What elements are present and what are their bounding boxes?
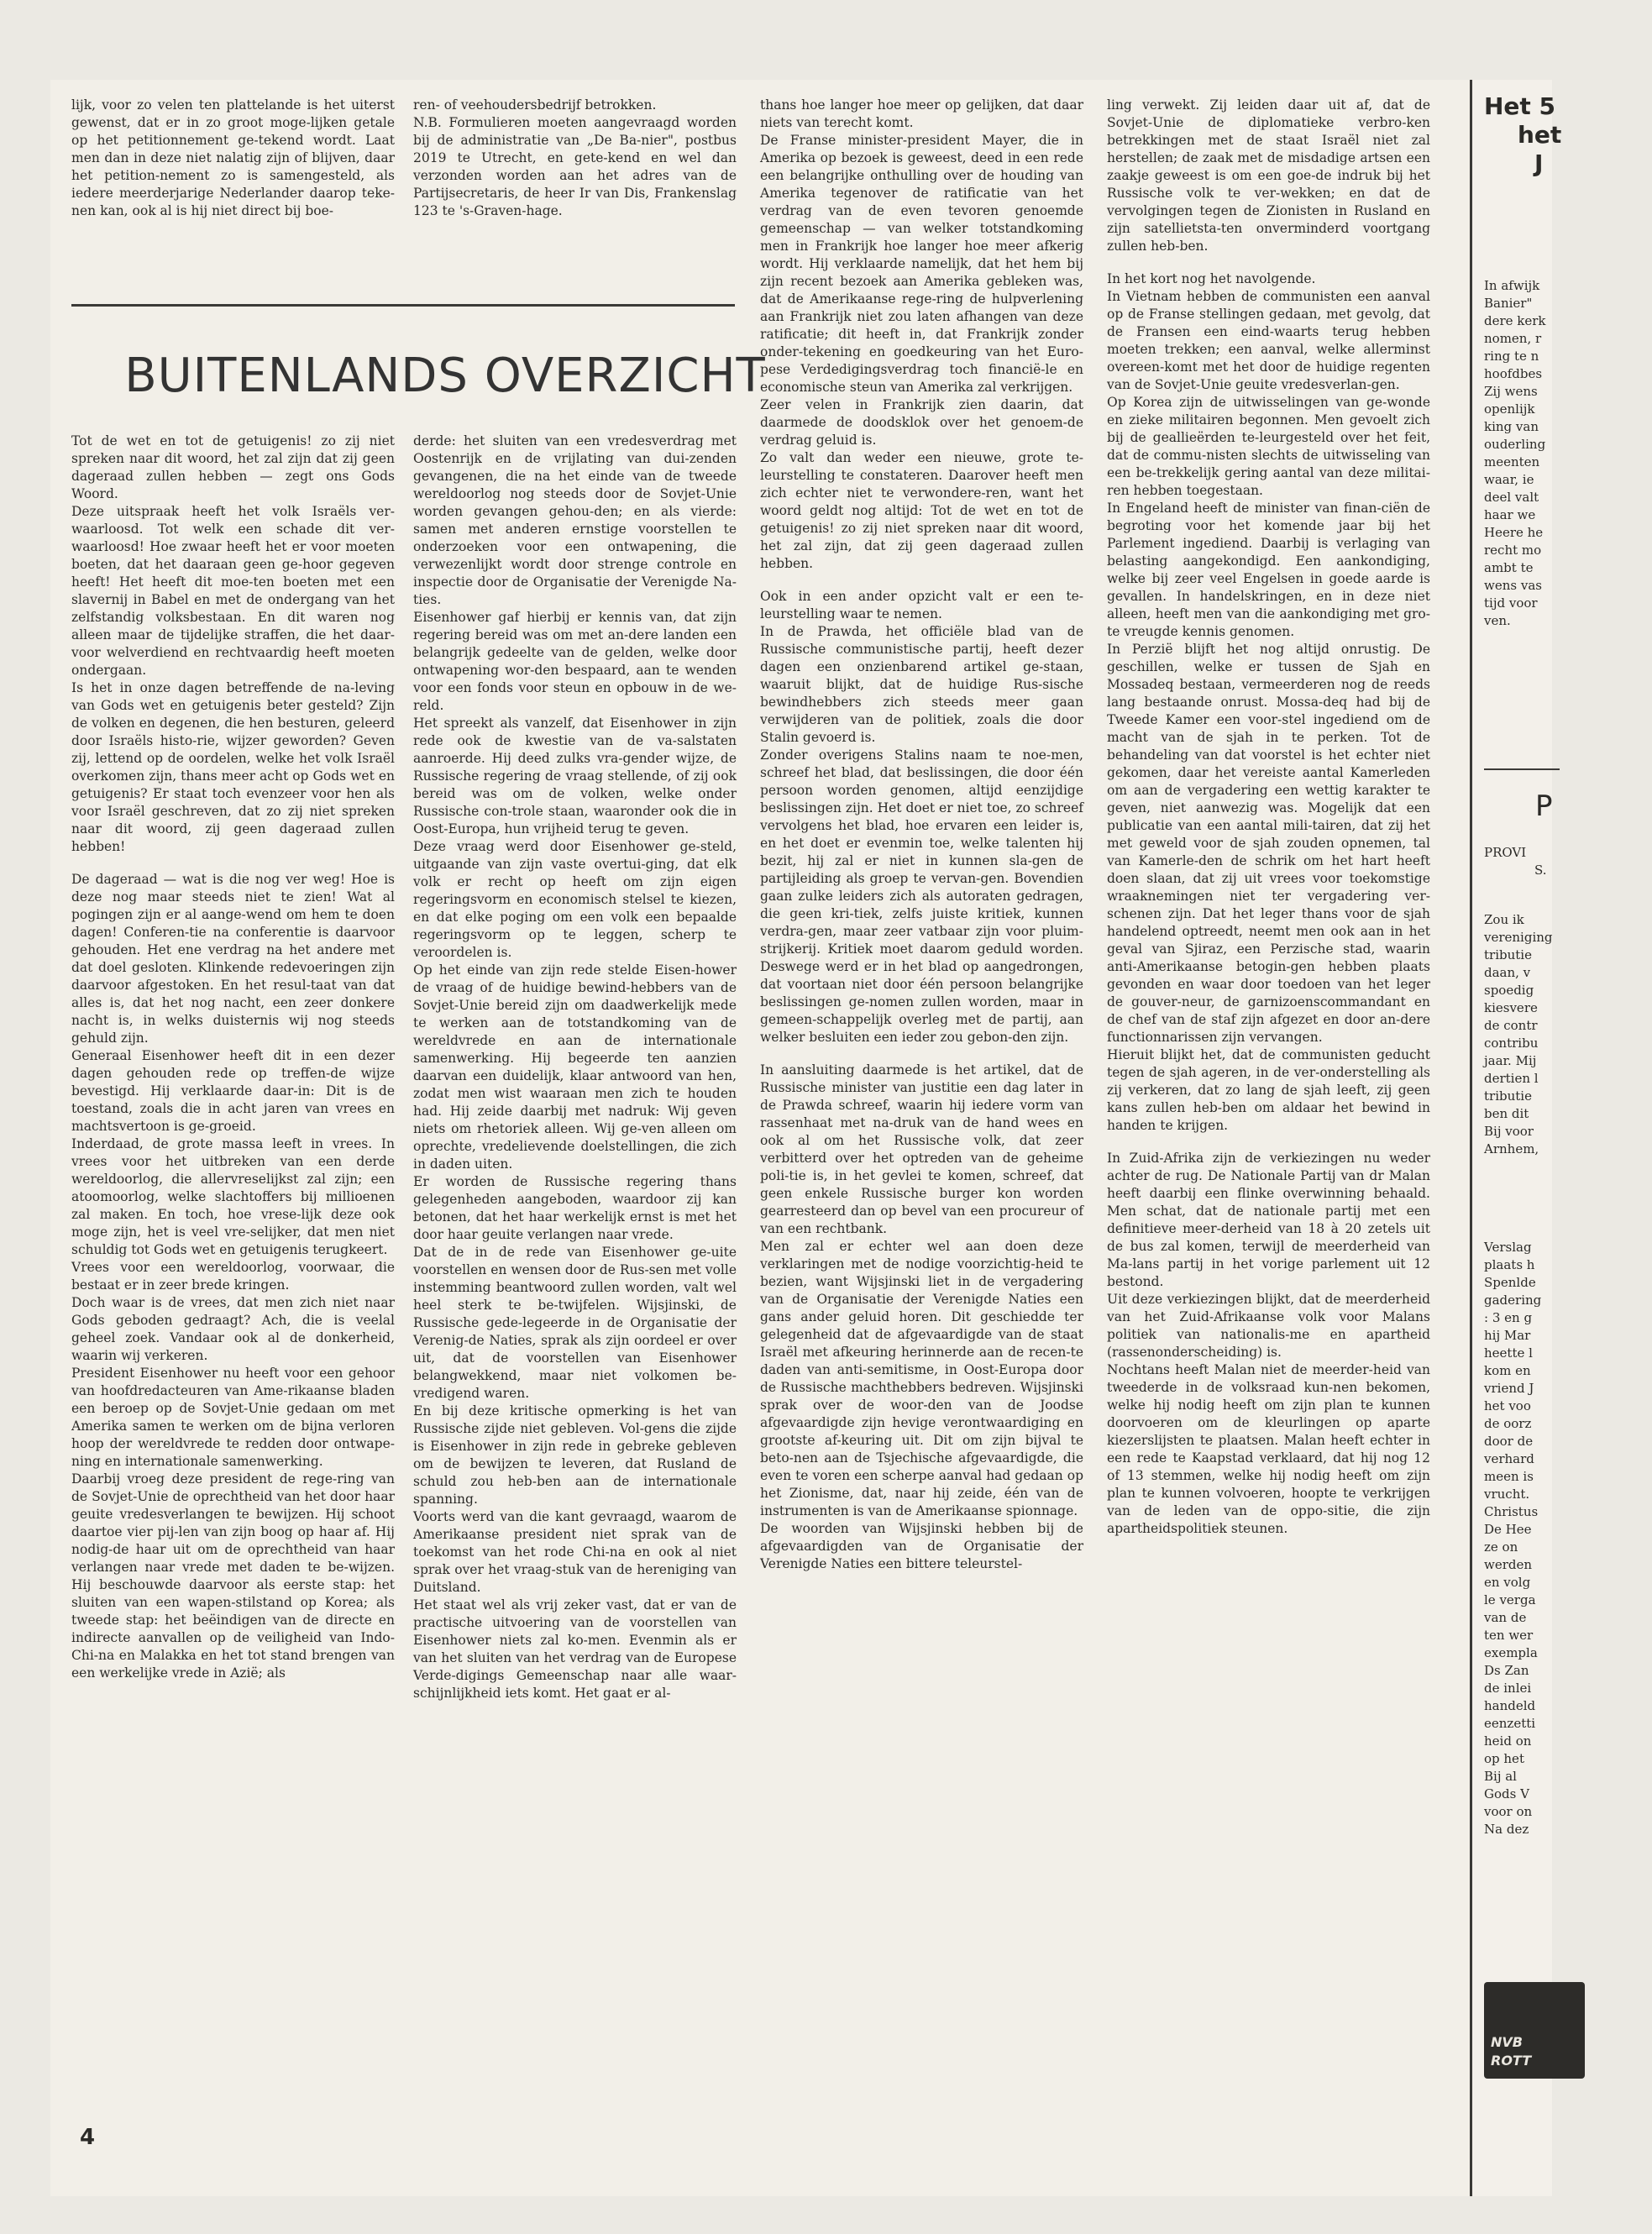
text-line: De Hee [1484,1522,1532,1537]
paragraph: Het spreekt als vanzelf, dat Eisenhower in zijn rede ook de kwestie van de va-salstaten aanroerde. Hij deed zulks vra-gender wijze, de Russische regering de vraag stellende, of zij ook bereid was om de volken, welke onder Russische con-trole staan, waaronder ook die in Oost-Europa, hun vrijheid terug te geven. [413,716,737,836]
text-line: dertien l [1484,1071,1539,1086]
top-left-column [71,97,395,220]
paragraph: Zo valt dan weder een nieuwe, grote te-leurstelling te constateren. Daarover heeft men zich echter niet te verwondere-ren, want het woord geldt nog altijd: Tot de wet en tot de getuigenis! zo zij niet spreken naar dit woord, het zal zijn, dat zij geen dageraad zullen hebben. [760,450,1083,571]
text-line: Ds Zan [1484,1663,1529,1678]
text-line: waar, ie [1484,472,1534,487]
text-line: Zij wens [1484,384,1538,399]
text-line: : 3 en g [1484,1310,1533,1325]
text-line: meenten [1484,454,1540,469]
text-line: PROVI [1484,845,1527,860]
logo-text: ROTT [1491,2053,1532,2069]
text-line: Bij al [1484,1769,1517,1784]
text-line: verhard [1484,1451,1534,1466]
text-line: Zou ik [1484,912,1524,927]
text-line: gadering [1484,1293,1542,1308]
text-line: door de [1484,1434,1534,1449]
facing-page-title [1484,92,1652,178]
paragraph: Eisenhower gaf hierbij er kennis van, dat zijn regering bereid was om met an-dere landen een belangrijk gedeelte van de gelden, welke door ontwapening wor-den bespaard, aan te wenden voor een fonds voor steun en opbouw in de we-reld. [413,610,737,713]
text-line: wens vas [1484,578,1542,593]
text-line: vereniging [1484,930,1553,945]
text-line: kom en [1484,1363,1531,1378]
paragraph: lijk, voor zo velen ten plattelande is het uiterst gewenst, dat er in zo groot moge-lijken getale op het petitionnement ge-tekend wordt. Laat men dan in deze niet nalatig zijn of blijven, daar het petition-nement zo is samengesteld, als iedere meerderjarige Nederlander daarop teke-nen kan, ook al is hij niet direct bij boe- [71,97,395,218]
text-line: ven. [1484,613,1511,628]
paragraph: ling verwekt. Zij leiden daar uit af, dat de Sovjet-Unie de diplomatieke verbro-ken betrekkingen met de staat Israël niet zal herstellen; de zaak met de misdadige artsen een zaakje geweest is om een goe-de indruk bij het Russische volk te ver-wekken; en dat de vervolgingen tegen de Zionisten in Rusland en zijn satellietsta-ten onverminderd voortgang zullen heb-ben. [1107,97,1430,254]
paragraph: Er worden de Russische regering thans gelegenheden aangeboden, waardoor zij kan betonen, dat het haar werkelijk ernst is met het door haar geuite verlangen naar vrede. [413,1174,737,1242]
paragraph: Is het in onze dagen betreffende de na-leving van Gods wet en getuigenis beter gesteld? Zijn de volken en degenen, die hen besturen, geleerd door Israëls histo-rie, wijzer geworden? Geven zij, lettend op de oordelen, welke het volk Israël overkomen zijn, thans meer acht op Gods wet en getuigenis? Er staat toch evenzeer voor hen als voor Israël geschreven, dat zo zij niet spreken naar dit woord, zij geen dageraad zullen hebben! [71,680,395,854]
title-line: Het 5 [1484,92,1556,120]
text-line: hoofdbes [1484,366,1543,381]
page-number: 4 [80,2125,96,2150]
paragraph: In de Prawda, het officiële blad van de Russische communistische partij, heeft dezer dagen een onzienbarend artikel ge-staan, waaruit blijkt, dat de huidige Rus-sische bewindhebbers zich steeds meer gaan verwijderen van de politiek, zoals die door Stalin gevoerd is. [760,624,1083,745]
text-line: heid on [1484,1733,1532,1749]
facing-column-bottom [1484,1239,1541,1838]
text-line: tijd voor [1484,595,1538,611]
text-line: het voo [1484,1398,1531,1413]
text-line: eenzetti [1484,1716,1536,1731]
article-column-2 [413,433,737,1702]
paragraph: Deze uitspraak heeft het volk Israëls ver-waarloosd. Tot welk een schade dit ver-waarloosd! Hoe zwaar heeft het er voor moeten boeten, dat het daaraan geen ge-hoor gegeven heeft! Het heeft dit moe-ten boeten met een slavernij in Babel en met de ondergang van het zelfstandig volksbestaan. En dit waren nog alleen maar de tijdelijke straffen, die het daar-voor welverdiend en rechtvaardig heeft moeten ondergaan. [71,504,395,678]
facing-divider [1484,768,1560,770]
text-line: openlijk [1484,401,1535,417]
text-line: Spenlde [1484,1275,1536,1290]
article-column-1 [71,433,395,1682]
text-line: meen is [1484,1469,1534,1484]
text-line: plaats h [1484,1257,1535,1272]
text-line: de contr [1484,1018,1538,1033]
text-line: exempla [1484,1645,1538,1660]
text-line: hij Mar [1484,1328,1531,1343]
paragraph: President Eisenhower nu heeft voor een gehoor van hoofdredacteuren van Ame-rikaanse bladen een beroep op de Sovjet-Unie gedaan om met Amerika samen te werken om de bijna verloren hoop der wereldvrede te redden door ontwape-ning en internationale samenwerking. [71,1366,395,1469]
text-line: king van [1484,419,1539,434]
text-line: voor on [1484,1804,1533,1819]
text-line: vriend J [1484,1381,1534,1396]
text-line: dere kerk [1484,313,1546,328]
text-line: ring te n [1484,349,1539,364]
paragraph: Zonder overigens Stalins naam te noe-men, schreef het blad, dat beslissingen, die door één persoon worden genomen, altijd eenzijdige beslissingen zijn. Het doet er niet toe, zo schreef vervolgens het blad, hoe ervaren een leider is, en het doet er evenmin toe, welke talenten hij bezit, hij zal er niet in kunnen sla-gen de partijleiding als groep te vervan-gen. Bovendien gaan zulke leiders zich als autoraten gedragen, die geen kri-tiek, zelfs juiste kritiek, kunnen verdra-gen, maar zeer vatbaar zijn voor pluim-strijkerij. Kritiek moet daarom geduld worden. Deswege werd er in het blad op aangedrongen, dat voortaan niet door één persoon belangrijke beslissingen ge-nomen zullen worden, maar in gemeen-schappelijk overleg met de partij, aan welker besluiten een ieder zou gebon-den zijn. [760,747,1083,1045]
section-headline: BUITENLANDS OVERZICHT [124,349,766,403]
paragraph: Dat de in de rede van Eisenhower ge-uite voorstellen en wensen door de Rus-sen met volle instemming beantwoord zullen worden, valt wel heel sterk te be-twijfelen. Wijsjinski, de Russische gede-legeerde in de Organisatie der Verenig-de Naties, sprak als zijn oordeel er over uit, dat de voorstellen van Eisenhower belangwekkend, maar niet volkomen be-vredigend waren. [413,1245,737,1401]
text-line: de oorz [1484,1416,1532,1431]
text-line: Heere he [1484,525,1544,540]
paragraph: Doch waar is de vrees, dat men zich niet naar Gods geboden gedraagt? Ach, die is veelal geheel zoek. Vandaar ook al de donkerheid, waarin wij verkeren. [71,1295,395,1363]
text-line: vrucht. [1484,1487,1530,1502]
paragraph: In aansluiting daarmede is het artikel, dat de Russische minister van justitie een dag later in de Prawda schreef, waarin hij iedere vorm van rassenhaat met na-druk van de hand wees en ook al om het Russische volk, dat zeer verbitterd over het optreden van de geheime poli-tie is, in het gevlei te komen, schreef, dat geen enkele Russische burger kon worden gearresteerd dan op bevel van een procureur of van een rechtbank. [760,1062,1083,1236]
paragraph: Vrees voor een wereldoorlog, voorwaar, die bestaat er in zeer brede kringen. [71,1260,395,1293]
paragraph: Generaal Eisenhower heeft dit in een dezer dagen gehouden rede op treffen-de wijze bevestigd. Hij verklaarde daar-in: Dit is de toestand, zoals die in acht jaren van vrees en machtsvertoon is ge-groeid. [71,1048,395,1134]
text-line: ambt te [1484,560,1534,575]
paragraph: Op Korea zijn de uitwisselingen van ge-wonde en zieke militairen begonnen. Men gevoelt zich bij de geallieërden te-leurgesteld over het feit, dat de commu-nisten slechts de uitwisseling van een be-trekkelijk gering aantal van deze militai-ren hebben toegestaan. [1107,395,1430,498]
text-line: contribu [1484,1036,1539,1051]
text-line: ze on [1484,1539,1518,1555]
paragraph: Inderdaad, de grote massa leeft in vrees. In vrees voor het uitbreken van een derde wereldoorlog, die allervreselijkst zal zijn; een atoomoorlog, welke slachtoffers bij millioenen zal maken. En toch, hoe vrese-lijk deze ook moge zijn, het is veel vre-selijker, dat men niet schuldig tot Gods wet en getuigenis terugkeert. [71,1136,395,1257]
text-line: ouderling [1484,437,1546,452]
facing-column-top [1484,277,1546,630]
paragraph: Voorts werd van die kant gevraagd, waarom de Amerikaanse president niet sprak van de toekomst van het rode Chi-na en ook al niet sprak over het vraag-stuk van de hereniging van Duitsland. [413,1509,737,1595]
text-line: Gods V [1484,1786,1529,1801]
article-column-4 [1107,97,1430,1538]
facing-column-mid [1484,844,1547,879]
paragraph: Op het einde van zijn rede stelde Eisen-hower de vraag of de huidige bewind-hebbers van de Sovjet-Unie bereid zijn om daadwerkelijk mede te werken aan de totstandkoming van de wereldvrede en aan de internationale samenwerking. Hij begeerde ten aanzien daarvan een duidelijk, klaar antwoord van hen, zodat men wist waaraan men zich te houden had. Hij zeide daarbij met nadruk: Wij geven niets om rhetoriek alleen. Wij ge-ven alleen om oprechte, vredelievende doelstellingen, die zich in daden uiten. [413,962,737,1172]
text-line: ben dit [1484,1106,1529,1121]
paragraph: In Zuid-Afrika zijn de verkiezingen nu weder achter de rug. De Nationale Partij van dr Malan heeft daarbij een flinke overwinning behaald. Men schat, dat de nationale partij met een definitieve meer-derheid van 18 à 20 zetels uit de bus zal komen, terwijl de meerderheid van Ma-lans partij in het vorige parlement uit 12 bestond. [1107,1151,1430,1289]
paragraph: Nochtans heeft Malan niet de meerder-heid van tweederde in de volksraad kun-nen bekomen, welke hij nodig heeft om zijn plan te kunnen doorvoeren om de kleurlingen op aparte kiezerslijsten te plaatsen. Malan heeft echter in een rede te Kaapstad verklaard, dat hij nog 12 of 13 stemmen, welke hij nodig heeft om zijn plan te kunnen volvoeren, hoopte te verkrijgen van de leden van de oppo-sitie, die zijn apartheidspolitiek steunen. [1107,1362,1430,1536]
paragraph: In Perzië blijft het nog altijd onrustig. De geschillen, welke er tussen de Sjah en Mossadeq bestaan, vermeerderen nog de reeds lang bestaande onrust. Mossa-deq had bij de Tweede Kamer een voor-stel ingediend om de macht van de sjah in te perken. Tot de behandeling van dat voorstel is het echter niet gekomen, daar het vereiste aantal Kamerleden om aan de vergadering een wettig karakter te geven, niet aanwezig was. Mogelijk dat een publicatie van een aantal mili-tairen, dat zij het met geweld voor de sjah zouden opnemen, tal van Kamerle-den de schrik om het hart heeft doen slaan, dat zij uit vrees voor toekomstige wraaknemingen niet ter vergadering ver-schenen zijn. Dat het leger thans voor de sjah handelend optreedt, neemt men ook aan in het geval van Sjiraz, een Perzische stad, waarin anti-Amerikaanse betogin-gen hebben plaats gevonden en waar door toedoen van het leger de gouver-neur, de garnizoenscommandant en de chef van de staf zijn afgezet en door an-dere functionnarissen zijn vervangen. [1107,642,1430,1045]
text-line: deel valt [1484,490,1539,505]
paragraph: Tot de wet en tot de getuigenis! zo zij niet spreken naar dit woord, het zal zijn dat zij geen dageraad zullen hebben — zegt ons Gods Woord. [71,433,395,501]
paragraph: Men zal er echter wel aan doen deze verklaringen met de nodige voorzichtig-heid te bezien, want Wijsjinski liet in de vergadering van de Organisatie der Verenigde Naties een gans ander geluid horen. Dit geschiedde ter gelegenheid dat de afgevaardigde van de staat Israël met afkeuring herinnerde aan de recen-te daden van anti-semitisme, in Oost-Europa door de Russische machthebbers bedreven. Wijsjinski sprak over de woor-den van de Joodse afgevaardigde zijn hevige verontwaardiging en grootste af-keuring uit. Dit om zijn bijval te beto-nen aan de Tsjechische afgevaardigde, die even te voren een scherpe aanval had gedaan op het Zionisme, dat, naar hij zeide, één van de instrumenten is van de Amerikaanse spionnage. [760,1239,1083,1518]
text-line: haar we [1484,507,1536,522]
text-line: ten wer [1484,1628,1534,1643]
text-line: tributie [1484,947,1532,962]
paragraph: En bij deze kritische opmerking is het van Russische zijde niet gebleven. Vol-gens die zijde is Eisenhower in zijn rede in gebreke gebleven om de bewijzen te leveren, dat Rusland de schuld zou heb-ben aan de internationale spanning. [413,1403,737,1507]
paragraph: In Engeland heeft de minister van finan-ciën de begroting voor het komende jaar bij het Parlement ingediend. Daarbij is verlaging van belasting aangekondigd. Een aankondiging, welke bij zeer veel Engelsen in goede aarde is gevallen. In handelskringen, en in deze niet alleen, heeft men van die aankondiging met gro-te vreugde kennis genomen. [1107,501,1430,639]
text-line: op het [1484,1751,1524,1766]
text-line: handeld [1484,1698,1536,1713]
text-line: daan, v [1484,965,1531,980]
text-line: Verslag [1484,1240,1532,1255]
text-line: kiesvere [1484,1000,1538,1015]
facing-heading-letter: P [1535,789,1553,823]
advertisement-logo [1484,1982,1585,2079]
paragraph: Deze vraag werd door Eisenhower ge-steld, uitgaande van zijn vaste overtui-ging, dat elk volk er recht op heeft om zijn eigen regeringsvorm en economisch stelsel te kiezen, en dat elke poging om een volk een bepaalde regeringsvorm op te leggen, scherp te veroordelen is. [413,839,737,960]
paragraph: Hieruit blijkt het, dat de communisten geducht tegen de sjah ageren, in de ver-onderstelling als zij verkeren, dat zo lang de sjah leeft, zij geen kans zullen heb-ben om aldaar het bewind in handen te krijgen. [1107,1047,1430,1133]
paragraph: N.B. Formulieren moeten aangevraagd worden bij de administratie van „De Ba-nier", postbus 2019 te Utrecht, en gete-kend en wel dan verzonden worden aan het adres van de Partijsecretaris, de heer Ir van Dis, Frankenslag 123 te 's-Graven-hage. [413,115,737,218]
title-line: het [1518,121,1562,149]
text-line: le verga [1484,1592,1536,1607]
text-line: en volg [1484,1575,1531,1590]
text-line: Bij voor [1484,1124,1534,1139]
text-line: tributie [1484,1088,1532,1104]
text-line: Arnhem, [1484,1141,1539,1156]
logo-text: NVB [1491,2034,1523,2050]
text-line: Na dez [1484,1822,1529,1837]
paragraph: Ook in een ander opzicht valt er een te-leurstelling waar te nemen. [760,589,1083,621]
title-line: J [1534,149,1544,177]
text-line: werden [1484,1557,1533,1572]
text-line: van de [1484,1610,1527,1625]
paragraph: Uit deze verkiezingen blijkt, dat de meerderheid van het Zuid-Afrikaanse volk voor Malans politiek van nationalis-me en apartheid (rassenonderscheiding) is. [1107,1292,1430,1360]
paragraph: derde: het sluiten van een vredesverdrag met Oostenrijk en de vrijlating van dui-zenden gevangenen, die na het einde van de tweede wereldoorlog nog steeds door de Sovjet-Unie worden gevangen gehou-den; en als vierde: samen met anderen ernstige voorstellen te onderzoeken voor een ontwapening, die verwezenlijkt wordt door strenge controle en inspectie door de Organisatie der Verenigde Na-ties. [413,433,737,607]
text-line: In afwijk [1484,278,1540,293]
facing-column-mid2 [1484,911,1553,1158]
paragraph: Zeer velen in Frankrijk zien daarin, dat daarmede de doodsklok over het genoem-de verdrag geluid is. [760,397,1083,448]
paragraph: In Vietnam hebben de communisten een aanval op de Franse stellingen gedaan, met gevolg, dat de Fransen een eind-waarts terug hebben moeten trekken; een aanval, welke allerminst overeen-komt met het door de huidige regenten van de Sovjet-Unie geuite vredesverlan-gen. [1107,289,1430,392]
text-line: recht mo [1484,543,1542,558]
paragraph: ren- of veehoudersbedrijf betrokken. [413,97,657,113]
paragraph: De dageraad — wat is die nog ver weg! Hoe is deze nog maar steeds niet te zien! Wat al pogingen zijn er al aange-wend om hem te doen dagen! Conferen-tie na conferentie is daarvoor gehouden. Het ene verdrag na het andere met dat doel gesloten. Klinkende redevoeringen zijn daarvoor afgestoken. En het resul-taat van dat alles is, dat het nog nacht, een zeer donkere nacht is, in welks duisternis wij nog steeds gehuld zijn. [71,872,395,1046]
paragraph: Daarbij vroeg deze president de rege-ring van de Sovjet-Unie de oprechtheid van het door haar geuite vredesverlangen te bewijzen. Hij schoot daartoe vier pij-len van zijn boog op haar af. Hij nodig-de haar uit om de oprechtheid van haar verlangen naar vrede met daden te be-wijzen. Hij beschouwde daarvoor als eerste stap: het sluiten van een wapen-stilstand op Korea; als tweede stap: het beëindigen van de directe en indirecte aanvallen op de veiligheid van Indo-Chi-na en Malakka en het tot stand brengen van een werkelijke vrede in Azië; als [71,1471,395,1681]
top-mid-column [413,97,737,220]
article-column-3 [760,97,1083,1573]
text-line: Christus [1484,1504,1539,1519]
text-line: heette l [1484,1345,1533,1361]
text-line: S. [1534,863,1547,878]
paragraph: Het staat wel als vrij zeker vast, dat er van de practische uitvoering van de voorstellen van Eisenhower niets zal ko-men. Evenmin als er van het sluiten van het verdrag van de Europese Verde-digings Gemeenschap naar alle waar-schijnlijkheid iets komt. Het gaat er al- [413,1597,737,1701]
text-line: nomen, r [1484,331,1542,346]
paragraph: De woorden van Wijsjinski hebben bij de afgevaardigden van de Organisatie der Verenigde Naties een bittere teleurstel- [760,1521,1083,1571]
text-line: Banier" [1484,296,1533,311]
text-line: jaar. Mij [1484,1053,1537,1068]
paragraph: In het kort nog het navolgende. [1107,271,1316,286]
text-line: spoedig [1484,983,1534,998]
paragraph: De Franse minister-president Mayer, die in Amerika op bezoek is geweest, deed in een rede een belangrijke onthulling over de houding van Amerika tegenover de ratificatie van het verdrag van de even tevoren genoemde gemeenschap — van welker totstandkoming men in Frankrijk hoe langer hoe meer afkerig wordt. Hij verklaarde namelijk, dat het hem bij zijn recent bezoek aan Amerika gebleken was, dat de Amerikaanse rege-ring de hulpverlening aan Frankrijk niet zou laten afhangen van deze ratificatie; dit heeft in, dat Frankrijk zonder onder-tekening en goedkeuring van het Euro-pese Verdedigingsverdrag toch financië-le en economische steun van Amerika zal verkrijgen. [760,133,1083,395]
text-line: de inlei [1484,1681,1532,1696]
paragraph: thans hoe langer hoe meer op gelijken, dat daar niets van terecht komt. [760,97,1083,130]
facing-page-edge [1470,80,1562,2196]
section-divider [71,304,735,307]
